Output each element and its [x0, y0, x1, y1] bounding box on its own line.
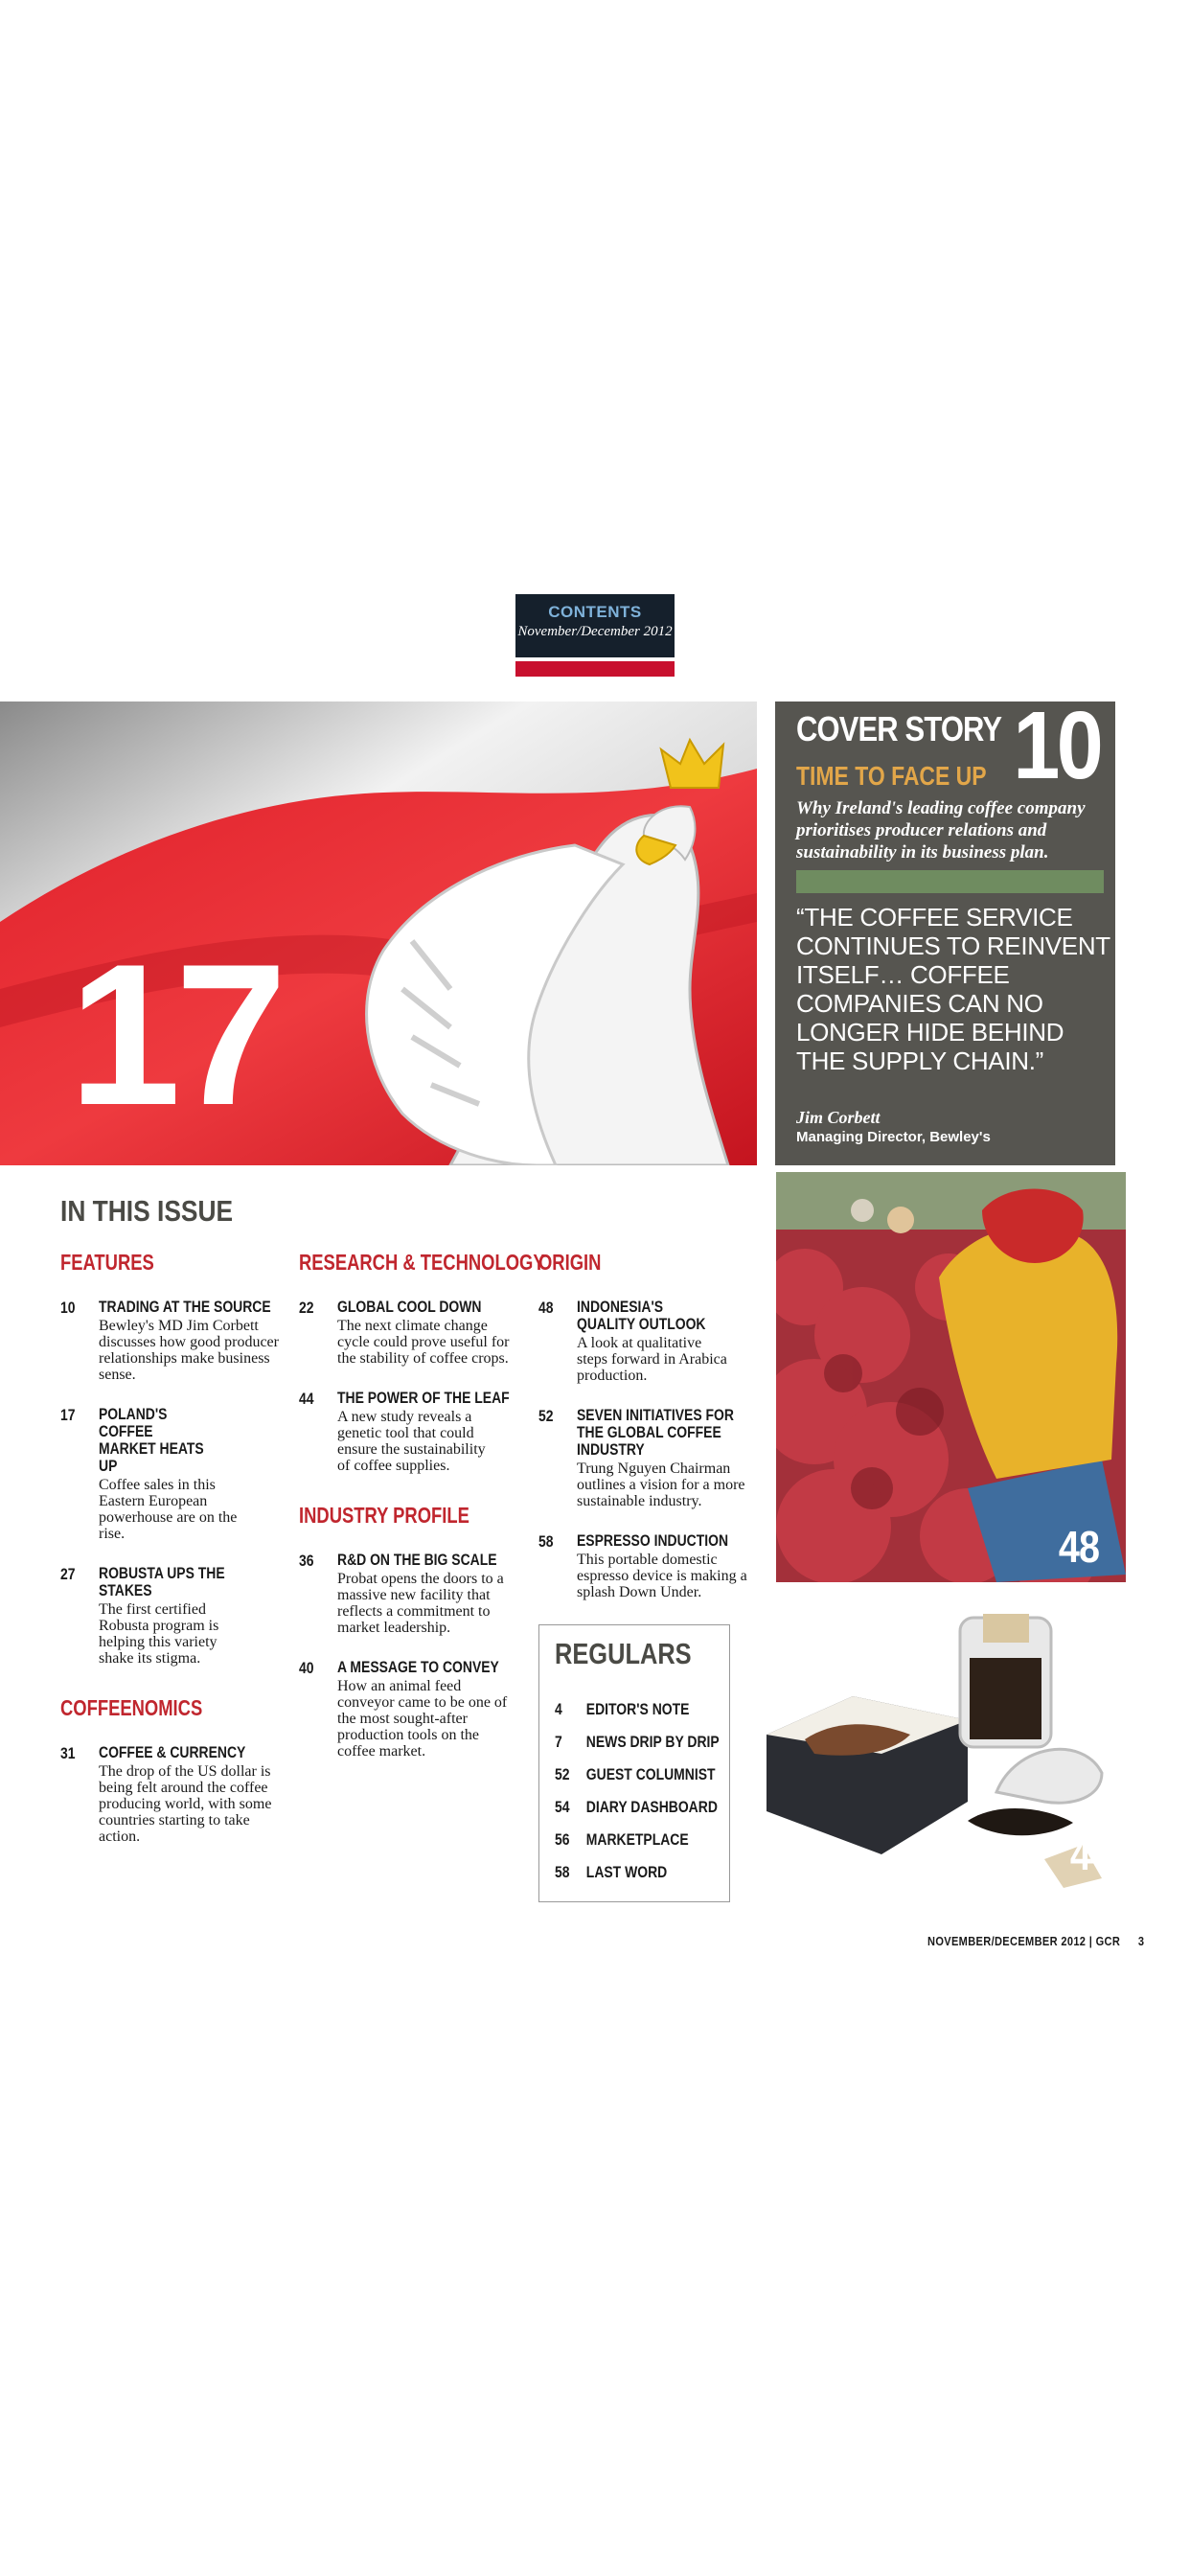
regulars-item-title: EDITOR'S NOTE — [585, 1700, 690, 1718]
entry-description: The drop of the US dollar is being felt around the coffee producing world, with some countries starting to take action. — [99, 1763, 272, 1845]
entry-page: 48 — [538, 1299, 554, 1317]
entry-title: ESPRESSO INDUCTION — [577, 1531, 729, 1550]
toc-entry[interactable] — [538, 1407, 797, 1509]
coffee-leaf-jars-photo[interactable] — [757, 1600, 1135, 1902]
footer-separator: | — [1088, 1934, 1096, 1948]
entry-title: A MESSAGE TO CONVEY — [337, 1658, 499, 1676]
entry-page: 44 — [299, 1390, 314, 1408]
cover-divider-bar — [796, 870, 1104, 893]
page-footer — [927, 1934, 1144, 1948]
entry-description: The next climate change cycle could prove useful for the stability of coffee crops. — [337, 1318, 510, 1367]
entry-title: COFFEE & CURRENCY — [99, 1743, 246, 1761]
entry-title: POLAND'S COFFEE MARKET HEATS UP — [99, 1405, 204, 1475]
section-heading-coffeenomics: COFFEENOMICS — [60, 1695, 203, 1720]
entry-title: R&D ON THE BIG SCALE — [337, 1551, 497, 1569]
toc-entry[interactable] — [538, 1299, 797, 1384]
entry-title: TRADING AT THE SOURCE — [99, 1298, 271, 1316]
contents-label: CONTENTS — [548, 603, 642, 621]
column-origin — [538, 1250, 797, 1600]
regulars-item[interactable] — [555, 1765, 716, 1784]
quote-author: Jim Corbett — [796, 1108, 881, 1127]
toc-entry[interactable] — [60, 1565, 319, 1667]
issue-date: November/December 2012 — [517, 624, 673, 639]
entry-page: 52 — [538, 1407, 554, 1425]
leaf-photo-page: 44 — [1069, 1829, 1110, 1879]
entry-description: Coffee sales in this Eastern European powerhouse are on the rise. — [99, 1477, 238, 1542]
in-this-issue-heading: IN THIS ISSUE — [60, 1194, 234, 1228]
entry-page: 40 — [299, 1659, 314, 1677]
regulars-item-page: 7 — [555, 1733, 562, 1751]
entry-page: 31 — [60, 1744, 76, 1762]
entry-title: SEVEN INITIATIVES FOR THE GLOBAL COFFEE INDUSTRY — [577, 1406, 734, 1459]
cover-story-page: 10 — [1013, 692, 1100, 799]
cover-story-box[interactable] — [775, 692, 1115, 1165]
regulars-item-page: 4 — [555, 1700, 562, 1718]
entry-description: Bewley's MD Jim Corbett discusses how good producer relationships make business sense. — [99, 1318, 279, 1383]
cover-story-description: Why Ireland's leading coffee company prioritises producer relations and sustainability in its business plan. — [796, 798, 1086, 862]
toc-entry[interactable] — [60, 1406, 319, 1542]
cover-quote: “THE COFFEE SERVICE CONTINUES TO REINVENT ITSELF… COFFEE COMPANIES CAN NO LONGER HIDE BEHIND THE SUPPLY CHAIN.” — [796, 903, 1110, 1075]
footer-date: NOVEMBER/DECEMBER 2012 — [927, 1934, 1087, 1948]
regulars-item-title: GUEST COLUMNIST — [585, 1765, 716, 1783]
regulars-item[interactable] — [555, 1733, 720, 1752]
toc-entry[interactable] — [60, 1744, 319, 1845]
quote-author-role: Managing Director, Bewley's — [796, 1129, 991, 1145]
harvest-photo-page: 48 — [1058, 1522, 1099, 1572]
regulars-item-title: NEWS DRIP BY DRIP — [585, 1733, 720, 1751]
entry-description: How an animal feed conveyor came to be one of the most sought-after production tools on the coffee market. — [337, 1678, 508, 1760]
section-heading-industry-profile: INDUSTRY PROFILE — [299, 1503, 469, 1528]
entry-title: THE POWER OF THE LEAF — [337, 1389, 510, 1407]
regulars-item[interactable] — [555, 1830, 689, 1850]
entry-description: Probat opens the doors to a massive new facility that reflects a commitment to market leadership. — [337, 1571, 504, 1636]
regulars-item-page: 58 — [555, 1863, 570, 1881]
section-heading-origin: ORIGIN — [538, 1250, 602, 1275]
regulars-item-page: 52 — [555, 1765, 570, 1783]
regulars-item-title: LAST WORD — [585, 1863, 668, 1881]
entry-description: This portable domestic espresso device is making a splash Down Under. — [577, 1552, 747, 1600]
entry-description: Trung Nguyen Chairman outlines a vision for a more sustainable industry. — [577, 1460, 745, 1509]
entry-title: ROBUSTA UPS THE STAKES — [99, 1564, 225, 1599]
entry-description: The first certified Robusta program is helping this variety shake its stigma. — [99, 1601, 219, 1667]
section-heading-research: RESEARCH & TECHNOLOGY — [299, 1250, 545, 1275]
regulars-item[interactable] — [555, 1798, 718, 1817]
cover-story-title: TIME TO FACE UP — [796, 761, 987, 791]
entry-page: 10 — [60, 1299, 76, 1317]
coffee-harvest-photo[interactable] — [776, 1172, 1126, 1582]
toc-entry[interactable] — [60, 1299, 319, 1383]
regulars-item-title: MARKETPLACE — [585, 1830, 689, 1849]
regulars-heading: REGULARS — [555, 1637, 692, 1670]
entry-page: 36 — [299, 1552, 314, 1570]
regulars-item[interactable] — [555, 1700, 689, 1719]
badge-red-bar — [515, 661, 675, 677]
entry-title: GLOBAL COOL DOWN — [337, 1298, 482, 1316]
entry-page: 22 — [299, 1299, 314, 1317]
cover-story-label: COVER STORY — [796, 709, 1002, 748]
entry-page: 27 — [60, 1565, 76, 1583]
footer-magazine: GCR — [1095, 1934, 1121, 1948]
entry-description: A new study reveals a genetic tool that could ensure the sustainability of coffee supplies. — [337, 1409, 486, 1474]
regulars-item-title: DIARY DASHBOARD — [585, 1798, 718, 1816]
regulars-item-page: 56 — [555, 1830, 570, 1849]
hero-page-number: 17 — [69, 922, 282, 1147]
regulars-item[interactable] — [555, 1863, 667, 1882]
entry-page: 58 — [538, 1532, 554, 1551]
regulars-box — [538, 1624, 730, 1902]
toc-entry[interactable] — [538, 1532, 797, 1600]
entry-page: 17 — [60, 1406, 76, 1424]
entry-title: INDONESIA'S QUALITY OUTLOOK — [577, 1298, 706, 1333]
entry-description: A look at qualitative steps forward in Arabica production. — [577, 1335, 727, 1384]
footer-page-number: 3 — [1137, 1934, 1145, 1948]
section-heading-features: FEATURES — [60, 1250, 154, 1275]
column-features — [60, 1250, 319, 1845]
regulars-item-page: 54 — [555, 1798, 570, 1816]
contents-badge — [515, 594, 675, 657]
